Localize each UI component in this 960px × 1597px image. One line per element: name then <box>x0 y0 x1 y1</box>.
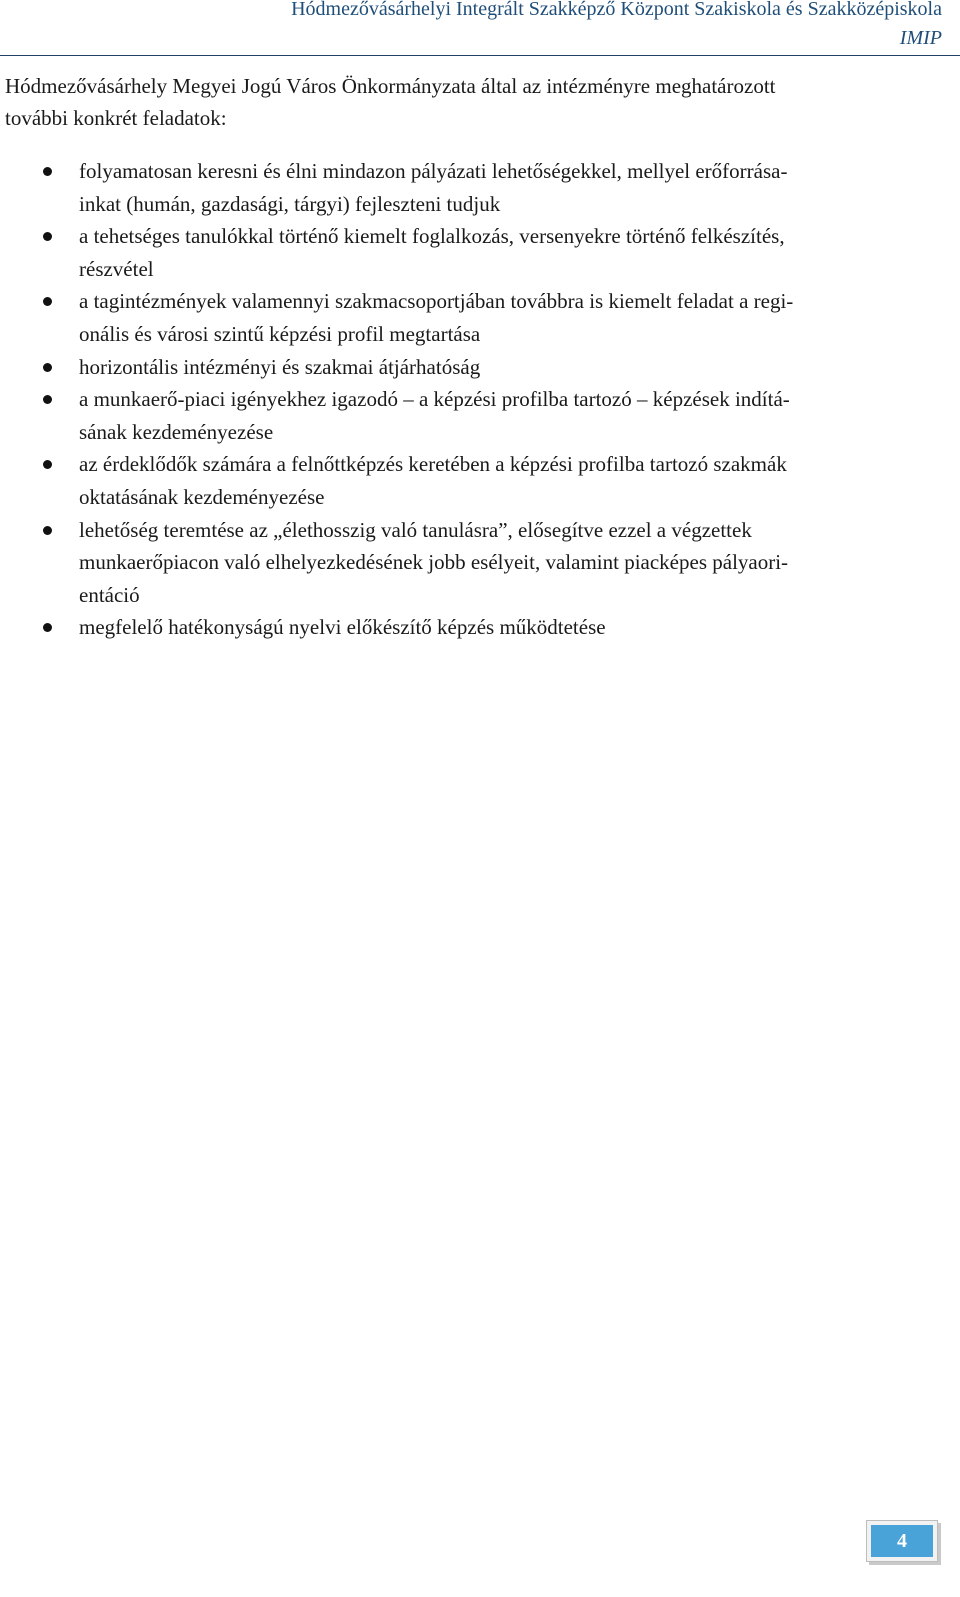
bullet-icon <box>43 395 52 404</box>
page-number: 4 <box>871 1525 933 1557</box>
list-item-line: lehetőség teremtése az „élethosszig való tanulásra”, elősegítve ezzel a végzettek <box>79 517 752 542</box>
list-item-line: folyamatosan keresni és élni mindazon pályázati lehetőségekkel, mellyel erőforrása- <box>79 159 788 183</box>
list-item <box>0 611 960 644</box>
list-item-line: részvétel <box>79 256 154 281</box>
list-item <box>0 351 960 384</box>
bullet-icon <box>43 167 52 176</box>
list-item-line: megfelelő hatékonyságú nyelvi előkészítő képzés működtetése <box>79 615 606 640</box>
list-item-line: horizontális intézményi és szakmai átjárhatóság <box>79 354 481 379</box>
list-item-line: az érdeklődők számára a felnőttképzés keretében a képzési profilba tartozó szakmák <box>79 452 787 477</box>
list-item <box>0 285 960 350</box>
list-item-line: onális és városi szintű képzési profil megtartása <box>79 321 481 346</box>
list-item <box>0 383 960 448</box>
bullet-icon <box>43 623 52 632</box>
bullet-icon <box>43 460 52 469</box>
task-list <box>0 155 960 644</box>
list-item <box>0 514 960 612</box>
list-item-line: sának kezdeményezése <box>79 419 274 444</box>
bullet-icon <box>43 297 52 306</box>
header-document-code: IMIP <box>899 27 942 49</box>
bullet-icon <box>43 363 52 372</box>
list-item <box>0 155 960 220</box>
list-item-line: a tehetséges tanulókkal történő kiemelt foglalkozás, versenyekre történő felkészítés, <box>79 224 785 249</box>
intro-line: további konkrét feladatok: <box>5 106 227 130</box>
list-item <box>0 220 960 285</box>
list-item-line: a munkaerő-piaci igényekhez igazodó – a képzési profilba tartozó – képzések indítá- <box>79 387 790 412</box>
page-header <box>0 0 960 56</box>
list-item-line: a tagintézmények valamennyi szakmacsoportjában továbbra is kiemelt feladat a regi- <box>79 289 794 314</box>
intro-paragraph <box>5 70 945 134</box>
bullet-icon <box>43 232 52 241</box>
page-number-badge <box>866 1520 938 1562</box>
header-school-name: Hódmezővásárhelyi Integrált Szakképző Központ Szakiskola és Szakközépiskola <box>291 0 942 20</box>
bullet-icon <box>43 526 52 535</box>
list-item-line: inkat (humán, gazdasági, tárgyi) fejleszteni tudjuk <box>79 191 501 216</box>
list-item-line: entáció <box>79 582 140 607</box>
list-item-line: munkaerőpiacon való elhelyezkedésének jobb esélyeit, valamint piacképes pályaori- <box>79 550 789 575</box>
list-item <box>0 448 960 513</box>
list-item-line: oktatásának kezdeményezése <box>79 484 325 509</box>
intro-line: Hódmezővásárhely Megyei Jogú Város Önkormányzata által az intézményre meghatározott <box>5 74 776 98</box>
